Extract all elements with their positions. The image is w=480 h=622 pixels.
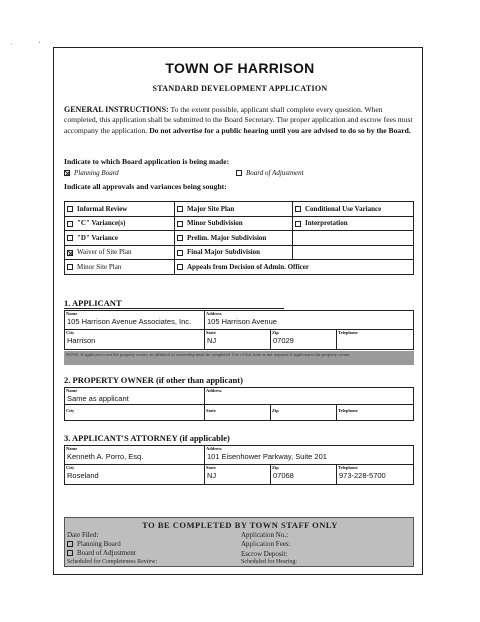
planning-board-option[interactable] [64,169,119,177]
checkbox[interactable] [67,250,73,256]
applicant-address-field[interactable]: 105 Harrison Avenue [207,317,277,326]
owner-heading: 2. PROPERTY OWNER (if other than applicant) [64,375,243,385]
attorney-state-field[interactable]: NJ [207,471,217,480]
approval-minor-subdivision[interactable]: Minor Subdivision [175,216,293,231]
staff-only-section [64,517,414,567]
approval-interpretation[interactable]: Interpretation [293,216,414,231]
board-of-adjustment-label: Board of Adjustment [246,169,304,177]
attorney-address-cell[interactable]: Address 101 Eisenhower Parkway, Suite 201 [205,446,414,465]
checkbox[interactable] [177,250,183,256]
planning-board-label: Planning Board [74,169,119,177]
empty-cell [293,231,414,246]
approval-d-variance[interactable]: "D" Variance [65,231,175,246]
approval-major-site-plan[interactable]: Major Site Plan [175,202,293,217]
applicant-state-field[interactable]: NJ [207,336,217,345]
owner-address-cell[interactable]: Address [205,388,414,405]
approvals-question: Indicate all approvals and variances being sought: [64,182,227,191]
staff-application-fees: Application Fees: [241,540,291,548]
staff-planning-board-checkbox [67,541,73,547]
attorney-heading: 3. APPLICANT'S ATTORNEY (if applicable) [64,433,230,443]
attorney-telephone-cell[interactable]: Telephone 973-228-5700 [338,465,386,480]
approval-final-major-subdivision[interactable]: Final Major Subdivision [175,245,293,260]
checkbox[interactable] [177,206,183,212]
attorney-zip-field[interactable]: 07068 [273,471,294,480]
instructions-bold-text: Do not advertise for a public hearing until you are advised to do so by the Board. [149,125,411,135]
checkbox[interactable] [67,264,73,270]
staff-scheduled-hearing: Scheduled for Hearing: [241,559,297,565]
instructions-text: To the extent possible, applicant shall complete every question. When completed, this application shall be submitted to the Board Secretary. The proper application and escrow fees must accompany the application. [64,105,413,135]
planning-board-checkbox[interactable] [64,170,70,176]
approval-informal-review[interactable]: Informal Review [65,202,175,217]
board-of-adjustment-checkbox[interactable] [236,170,242,176]
form-title: TOWN OF HARRISON [165,60,315,76]
staff-date-filed: Date Filed: [67,531,99,539]
applicant-name-field[interactable]: 105 Harrison Avenue Associates, Inc. [67,317,192,326]
form-subtitle: STANDARD DEVELOPMENT APPLICATION [152,84,328,93]
approval-waiver-of-site-plan[interactable]: Waiver of Site Plan [65,245,175,260]
approval-conditional-use-variance[interactable]: Conditional Use Variance [293,202,414,217]
applicant-city-field[interactable]: Harrison [67,336,96,345]
scan-marks: · ' [10,40,41,49]
checkbox[interactable] [295,221,301,227]
staff-scheduled-review: Scheduled for Completeness Review: [67,559,158,565]
staff-board-of-adjustment: Board of Adjustment [67,549,136,557]
instructions-heading: GENERAL INSTRUCTIONS: [64,105,169,114]
board-of-adjustment-option[interactable] [236,169,304,177]
approval-prelim-major-subdivision[interactable]: Prelim. Major Subdivision [175,231,293,246]
applicant-address-cell[interactable]: Address 105 Harrison Avenue [205,311,414,330]
approvals-table [64,201,414,275]
applicant-zip-cell[interactable]: Zip 07029 [271,330,337,350]
applicant-state-cell[interactable]: State NJ [205,330,271,350]
approval-minor-site-plan[interactable]: Minor Site Plan [65,260,175,275]
owner-grid [64,387,414,421]
checkbox[interactable] [295,206,301,212]
board-question: Indicate to which Board application is being made: [64,157,230,166]
attorney-state-cell[interactable]: State NJ [205,465,271,485]
checkbox[interactable] [177,235,183,241]
applicant-city-cell[interactable]: City Harrison [65,330,205,350]
owner-state-cell[interactable]: State [205,405,271,421]
attorney-name-field[interactable]: Kenneth A. Porro, Esq. [67,452,144,461]
staff-escrow-deposit: Escrow Deposit: [241,550,288,558]
owner-city-cell[interactable]: City [65,405,205,421]
attorney-city-cell[interactable]: City Roseland [65,465,205,485]
applicant-telephone-cell[interactable]: Telephone [338,330,358,335]
attorney-name-cell[interactable]: Name Kenneth A. Porro, Esq. [65,446,205,465]
checkbox[interactable] [67,235,73,241]
owner-name-cell[interactable]: Name Same as applicant [65,388,205,405]
staff-planning-board: Planning Board [67,540,121,548]
checkbox[interactable] [67,206,73,212]
attorney-city-field[interactable]: Roseland [67,471,99,480]
applicant-name-cell[interactable]: Name 105 Harrison Avenue Associates, Inc. [65,311,205,330]
attorney-telephone-field[interactable]: 973-228-5700 [339,471,386,480]
owner-telephone-cell[interactable]: Telephone [338,408,358,413]
checkbox[interactable] [177,264,183,270]
staff-application-no: Application No.: [241,531,289,539]
general-instructions [64,105,414,136]
checkbox[interactable] [177,221,183,227]
approval-appeals[interactable]: Appeals from Decision of Admin. Officer [175,260,414,275]
applicant-ownership-note: NOTE: If applicant is not the property owner, an affidavit of ownership must be completed. Use of this form is not required if applicant is the property owner. [64,351,414,365]
approval-c-variance[interactable]: "C" Variance(s) [65,216,175,231]
owner-name-field[interactable]: Same as applicant [67,394,129,403]
applicant-zip-field[interactable]: 07029 [273,336,294,345]
staff-board-of-adjustment-checkbox [67,550,73,556]
staff-only-title: TO BE COMPLETED BY TOWN STAFF ONLY [142,520,338,530]
checkbox[interactable] [67,221,73,227]
attorney-zip-cell[interactable]: Zip 07068 [271,465,337,485]
empty-cell [293,245,414,260]
owner-zip-cell[interactable]: Zip [271,405,337,421]
applicant-grid [64,310,414,350]
attorney-address-field[interactable]: 101 Eisenhower Parkway, Suite 201 [207,452,327,461]
applicant-heading: 1. APPLICANT [64,298,284,309]
attorney-grid [64,445,414,485]
